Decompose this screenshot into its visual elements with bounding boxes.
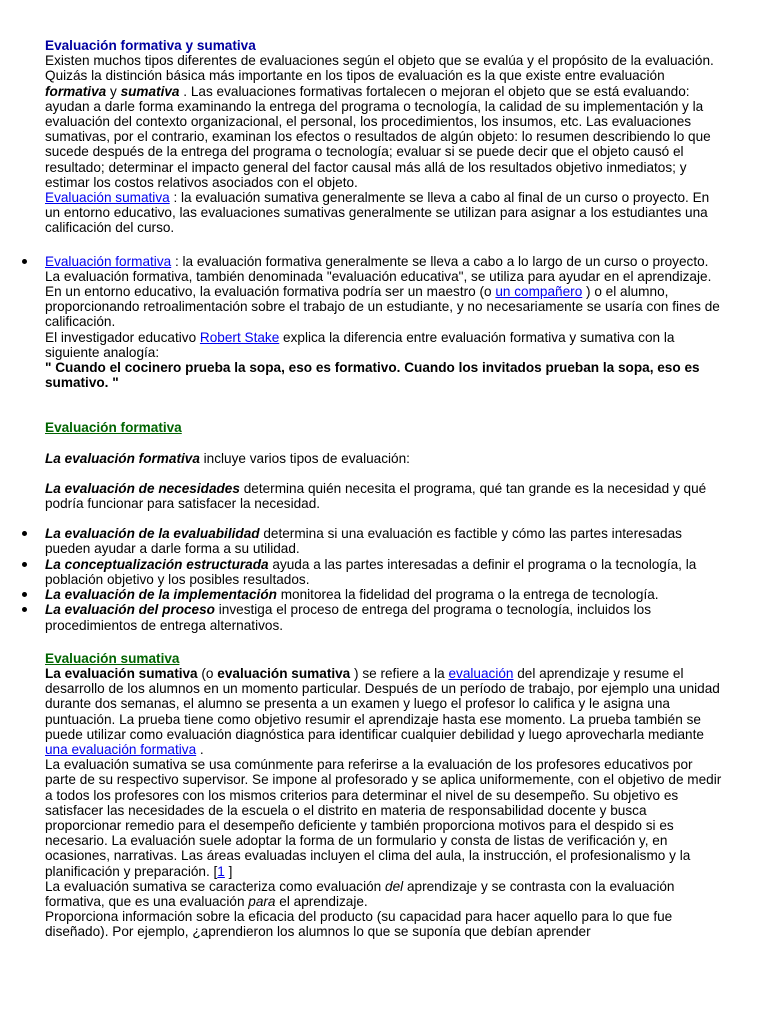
sumativa-text: aprendizaje y se contrasta con la evaluación formativa, que es una evaluación <box>45 878 675 909</box>
intro-title: Evaluación formativa y sumativa <box>45 38 256 53</box>
needs-paragraph <box>45 481 725 511</box>
needs-text: determina quién necesita el programa, qué tan grande es la necesidad y qué podría funcionar para satisfacer la necesidad. <box>45 480 707 512</box>
list-item-term: La conceptualización estructurada <box>45 556 269 572</box>
sumativa-paragraph-4: Proporciona información sobre la eficacia del producto (su capacidad para hacer aquello para lo que fue diseñado). Por ejemplo, ¿aprendieron los alumnos lo que se suponía que debían aprender <box>45 909 673 940</box>
heading-evaluacion-sumativa: Evaluación sumativa <box>45 650 180 666</box>
list-item-term: La evaluación de la evaluabilidad <box>45 526 260 542</box>
list-item <box>45 526 725 556</box>
sumativa-text: (o <box>197 665 218 681</box>
list-item-text: monitorea la fidelidad del programa o la entrega de tecnología. <box>276 587 659 603</box>
link-una-evaluacion-formativa[interactable]: una evaluación formativa <box>45 741 197 757</box>
sumativa-paragraph-2 <box>45 757 725 879</box>
link-un-companero[interactable]: un compañero <box>495 284 583 300</box>
stake-text: explica la diferencia entre evaluación formativa y sumativa con la siguiente analogía: <box>45 329 675 360</box>
term-formativa: formativa <box>45 83 107 99</box>
soup-quote <box>45 360 725 390</box>
list-item-text: determina si una evaluación es factible y cómo las partes interesadas pueden ayudar a darle forma a su utilidad. <box>45 526 682 557</box>
formativa-definition <box>45 254 725 330</box>
list-item <box>45 602 725 632</box>
sumativa-text: del aprendizaje y resume el desarrollo de los alumnos en un momento particular. Después de un período de trabajo, por ejemplo una unidad durante dos semanas, el alumno se presenta a un examen y luego el profesor lo califica y le asigna una puntuación. La prueba tiene como objetivo resumir el aprendizaje hasta ese momento. La prueba también se puede utilizar como evaluación diagnóstica para identificar cualquier debilidad y luego aprovecharla mediante <box>45 665 720 742</box>
sumativa-definition-text: : la evaluación sumativa generalmente se lleva a cabo al final de un curso o proyecto. En un entorno educativo, las evaluaciones sumativas generalmente se utilizan para asignar a los estudiantes una calificación del curso. <box>45 190 710 236</box>
sumativa-paragraph-3 <box>45 879 725 909</box>
stake-paragraph <box>45 330 725 360</box>
list-item-term: La evaluación de la implementación <box>45 587 277 603</box>
link-evaluacion[interactable]: evaluación <box>448 665 514 681</box>
formativa-definition-text: : la evaluación formativa generalmente se lleva a cabo a lo largo de un curso o proyecto. La evaluación formativa, también denominada "evaluación educativa", se utiliza para ayudar en el aprendizaje. En un entorno educativo, la evaluación formativa podría ser un maestro (o <box>45 253 712 300</box>
document-page <box>45 38 725 940</box>
term-evaluacion-formativa: La evaluación formativa <box>45 450 200 466</box>
list-item <box>45 587 725 602</box>
sumativa-text: . <box>196 741 204 757</box>
sumativa-paragraph-1 <box>45 666 725 757</box>
intro-text: y <box>106 83 121 99</box>
term-sumativa: sumativa <box>120 83 180 99</box>
soup-quote-text: " Cuando el cocinero prueba la sopa, eso es formativo. Cuando los invitados prueban la sopa, eso es sumativo. " <box>45 360 700 391</box>
formativa-intro <box>45 451 725 466</box>
list-item <box>45 557 725 587</box>
sumativa-text: ] <box>224 863 233 879</box>
link-evaluacion-sumativa[interactable]: Evaluación sumativa <box>45 190 170 206</box>
intro-paragraph <box>45 53 725 190</box>
term-necesidades: La evaluación de necesidades <box>45 480 240 496</box>
intro-text: Existen muchos tipos diferentes de evaluaciones según el objeto que se evalúa y el propósito de la evaluación. Quizás la distinción básica más importante en los tipos de evaluación es la que existe entre evaluación <box>45 53 714 84</box>
sumativa-text: el aprendizaje. <box>275 893 368 909</box>
list-item-text: investiga el proceso de entrega del programa o tecnología, incluidos los procedimientos de entrega alternativos. <box>45 602 652 633</box>
formativa-intro-text: incluye varios tipos de evaluación: <box>199 450 410 466</box>
reference-link[interactable]: 1 <box>217 863 225 879</box>
term-evaluacion-sumativa: evaluación sumativa <box>217 665 351 681</box>
sumativa-text: La evaluación sumativa se caracteriza como evaluación <box>45 878 386 894</box>
link-evaluacion-formativa[interactable]: Evaluación formativa <box>45 253 172 269</box>
sumativa-text: ) se refiere a la <box>350 665 449 681</box>
stake-text: El investigador educativo <box>45 329 200 345</box>
intro-text: . Las evaluaciones formativas fortalecen o mejoran el objeto que se está evaluando: ayudan a darle forma examinando la entrega del programa o tecnología, la calidad de su implementación y la evaluación del contexto organizacional, el personal, los procedimientos, los insumos, etc. Las evaluaciones sumativas, por el contrario, examinan los efectos o resultados de algún objeto: lo resumen describiendo lo que sucede después de la entrega del programa o tecnología; evaluar si se puede decir que el objeto causó el resultado; determinar el impacto general del factor causal más allá de los resultados objetivo inmediatos; y estimar los costos relativos asociados con el objeto. <box>45 83 711 190</box>
emphasis-del: del <box>385 878 404 894</box>
list-item-text: ayuda a las partes interesadas a definir el programa o la tecnología, la población objetivo y los posibles resultados. <box>45 556 697 587</box>
list-item-term: La evaluación del proceso <box>45 602 215 618</box>
link-robert-stake[interactable]: Robert Stake <box>199 329 280 345</box>
sumativa-text: La evaluación sumativa se usa comúnmente para referirse a la evaluación de los profesores educativos por parte de su respectivo supervisor. Se impone al profesorado y se aplica uniformemente, con el objetivo de medir a todos los profesores con los mismos criterios para determinar el nivel de su desempeño. Su objetivo es satisfacer las necesidades de la escuela o el distrito en materia de responsabilidad docente y busca proporcionar remedio para el desempeño deficiente y también proporciona motivos para el despido si es necesario. La evaluación suele adoptar la forma de un formulario y consta de listas de verificación y, en ocasiones, narrativas. Las áreas evaluadas incluyen el clima del aula, la instrucción, el profesionalismo y la planificación y preparación. [ <box>45 757 722 879</box>
sumativa-definition <box>45 190 725 236</box>
formativa-definition-text: ) o el alumno, proporcionando retroalimentación sobre el trabajo de un estudiante, y no necesariamente se usaría con fines de calificación. <box>45 284 720 330</box>
heading-evaluacion-formativa: Evaluación formativa <box>45 420 182 436</box>
term-evaluacion-sumativa: La evaluación sumativa <box>45 665 198 681</box>
emphasis-para: para <box>248 893 276 909</box>
